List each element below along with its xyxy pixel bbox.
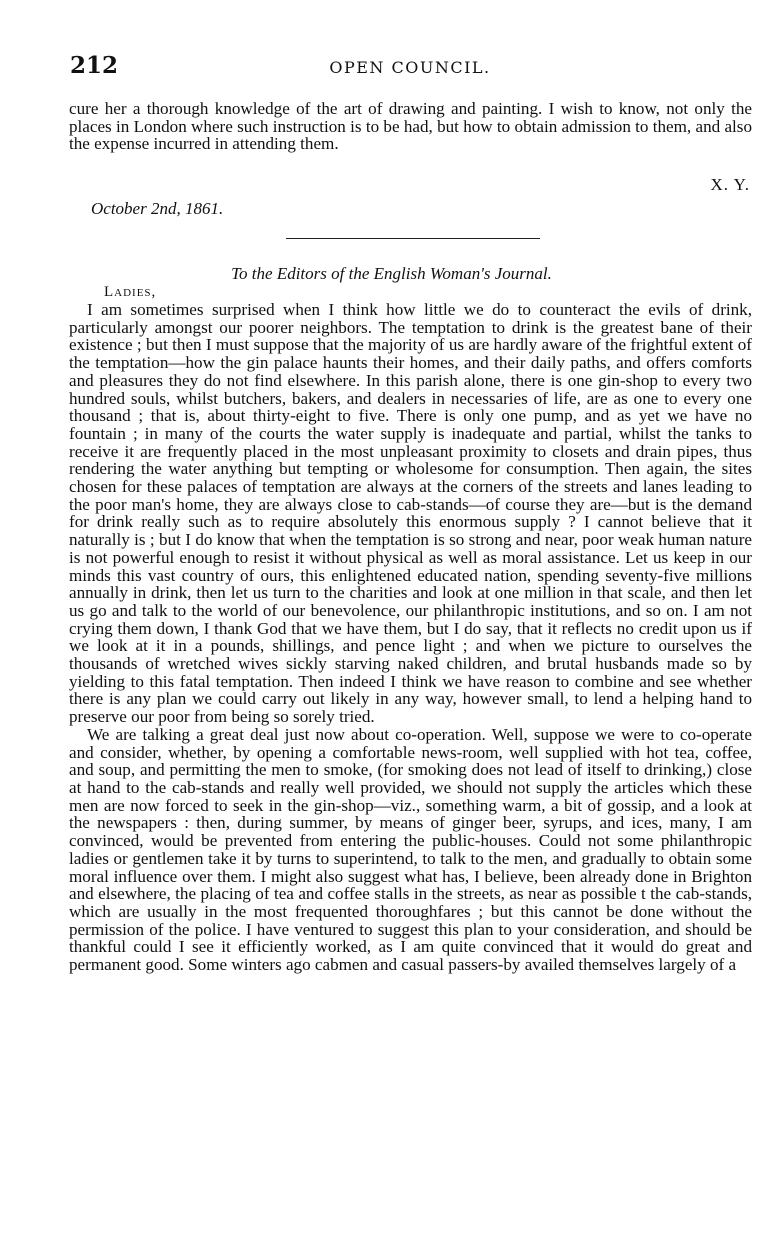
letter-date	[91, 199, 223, 219]
section-divider	[286, 238, 540, 239]
page-number: 212	[70, 52, 119, 79]
intro-paragraph-block	[69, 100, 752, 153]
letter-heading: To the Editors of the English Woman's Journal.	[231, 264, 552, 283]
running-head: OPEN COUNCIL.	[329, 58, 491, 77]
page-header	[70, 52, 750, 92]
letter-paragraph-1: I am sometimes surprised when I think how little we do to counteract the evils of drink, particularly amongst our poorer neighbors. The temptation to drink is the greatest bane of their existence ; but then I must suppose that the majority of us are hardly aware of the frightful extent of the temptation—how the gin palace haunts their homes, and their daily paths, and offers comforts and pleasures they do not find elsewhere. In this parish alone, there is one gin-shop to every two hundred souls, whilst butchers, bakers, and dealers in necessaries of life, are as one to every one thousand ; that is, about thirty-eight to five. There is only one pump, and as yet we have no fountain ; in many of the courts the water supply is inadequate and partial, whilst the tanks to receive it are frequently placed in the most unpleasant proximity to closets and drain pipes, thus rendering the water anything but tempting or wholesome for consumption. Then again, the sites chosen for these palaces of temptation are always at the corners of the streets and lanes leading to the poor man's home, they are always close to cab-stands—of course they are—but is the demand for drink really such as to require absolutely this enormous supply ? I cannot believe that it naturally is ; but I do know that when the temptation is so strong and near, poor weak human nature is not powerful enough to resist it without physical as well as moral assistance. Let us keep in our minds this vast country of ours, this enlightened educated nation, spending seventy-five millions annually in drink, then let us turn to the charities and look at one million in that scale, and then let us go and talk to the world of our benevolence, our philanthropic institutions, and so on. I am not crying them down, I thank God that we have them, but I do say, that it reflects no credit upon us if we look at it in a pounds, shillings, and pence light ; and when we picture to ourselves the thousands of wretched wives sickly starving naked children, and brutal husbands made so by yielding to this fatal temptation. Then indeed I think we have reason to combine and see whether there is any plan we could carry out likely in any way, however small, to lend a helping hand to preserve our poor from being so sorely tried.	[69, 300, 752, 727]
letter-paragraph-2: We are talking a great deal just now about co-operation. Well, suppose we were to co-operate and consider, whether, by opening a comfortable news-room, well supplied with hot tea, coffee, and soup, and permitting the men to smoke, (for smoking does not lead of itself to drinking,) close at hand to the cab-stands and really well provided, we should not supply the articles which these men are now forced to seek in the gin-shop—viz., something warm, a bit of gossip, and a look at the newspapers : then, during summer, by means of ginger beer, syrups, and ices, many, I am convinced, would be prevented from entering the public-houses. Could not some philanthropic ladies or gentlemen take it by turns to superintend, to talk to the men, and gradually to obtain some moral influence over them. I might also suggest what has, I believe, been already done in Brighton and elsewhere, the placing of tea and coffee stalls in the streets, as near as possible t the cab-stands, which are usually in the most frequented thoroughfares ; but this cannot be done without the permission of the police. I have ventured to suggest this plan to your consideration, and should be thankful could I see it efficiently worked, as I am quite convinced that it would do great and permanent good. Some winters ago cabmen and casual passers-by availed themselves largely of a	[69, 724, 752, 975]
letter-date-text: October 2nd, 1861.	[91, 199, 224, 218]
signature: X. Y.	[710, 175, 750, 194]
intro-paragraph: cure her a thorough knowledge of the art of drawing and painting. I wish to know, not only the places in London where such instruction is to be had, but how to obtain admission to them, and also the expense incurred in attending them.	[69, 99, 752, 154]
salutation: Ladies,	[104, 284, 157, 300]
letter-body	[69, 301, 752, 974]
